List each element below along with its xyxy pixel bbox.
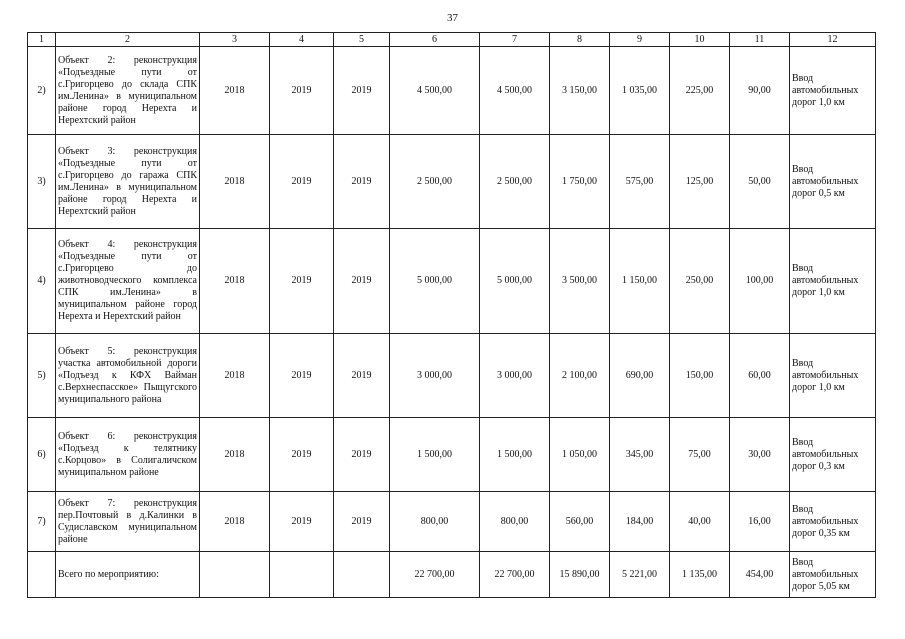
table-row bbox=[28, 334, 876, 418]
row-index: 2) bbox=[28, 47, 56, 135]
column-header: 3 bbox=[200, 33, 270, 47]
cell-col10: 75,00 bbox=[670, 418, 730, 492]
page-number: 37 bbox=[447, 12, 458, 24]
object-description: Объект 4: реконструкция «Подъездные пути от с.Григорцево до животноводческого комплекса СПК им.Ленина» в муниципальном районе город Нерехта и Нерехтский район bbox=[56, 229, 200, 334]
row-index bbox=[28, 552, 56, 598]
cell-col3: 2018 bbox=[200, 47, 270, 135]
cell-col7: 5 000,00 bbox=[480, 229, 550, 334]
column-header: 2 bbox=[56, 33, 200, 47]
cell-col10: 250,00 bbox=[670, 229, 730, 334]
cell-col7: 4 500,00 bbox=[480, 47, 550, 135]
table-row bbox=[28, 418, 876, 492]
cell-col4: 2019 bbox=[270, 47, 334, 135]
cell-result: Ввод автомобильных дорог 0,3 км bbox=[790, 418, 876, 492]
cell-col6: 1 500,00 bbox=[390, 418, 480, 492]
column-header: 6 bbox=[390, 33, 480, 47]
column-header: 10 bbox=[670, 33, 730, 47]
total-result: Ввод автомобильных дорог 5,05 км bbox=[790, 552, 876, 598]
cell-col5: 2019 bbox=[334, 334, 390, 418]
cell-col9: 575,00 bbox=[610, 135, 670, 229]
cell-col4: 2019 bbox=[270, 334, 334, 418]
object-description: Объект 2: реконструкция «Подъездные пути от с.Григорцево до склада СПК им.Ленина» в муниципальном районе город Нерехта и Нерехтский район bbox=[56, 47, 200, 135]
object-description: Объект 6: реконструкция «Подъезд к телятнику с.Корцово» в Солигаличском муниципальном районе bbox=[56, 418, 200, 492]
column-header: 7 bbox=[480, 33, 550, 47]
total-col7: 22 700,00 bbox=[480, 552, 550, 598]
row-index: 7) bbox=[28, 492, 56, 552]
cell-col9: 1 150,00 bbox=[610, 229, 670, 334]
cell-col3: 2018 bbox=[200, 135, 270, 229]
cell-col11: 100,00 bbox=[730, 229, 790, 334]
cell-col11: 30,00 bbox=[730, 418, 790, 492]
cell-col5: 2019 bbox=[334, 229, 390, 334]
cell-result: Ввод автомобильных дорог 0,35 км bbox=[790, 492, 876, 552]
cell-col8: 2 100,00 bbox=[550, 334, 610, 418]
cell-result: Ввод автомобильных дорог 1,0 км bbox=[790, 47, 876, 135]
column-header: 12 bbox=[790, 33, 876, 47]
cell-col6: 3 000,00 bbox=[390, 334, 480, 418]
cell-col8: 560,00 bbox=[550, 492, 610, 552]
table-row bbox=[28, 492, 876, 552]
total-col10: 1 135,00 bbox=[670, 552, 730, 598]
cell-col7: 3 000,00 bbox=[480, 334, 550, 418]
total-row bbox=[28, 552, 876, 598]
cell-col11: 60,00 bbox=[730, 334, 790, 418]
column-header: 5 bbox=[334, 33, 390, 47]
cell-col7: 800,00 bbox=[480, 492, 550, 552]
cell-col3 bbox=[200, 552, 270, 598]
object-description: Объект 5: реконструкция участка автомобильной дороги «Подъезд к КФХ Вайман с.Верхнеспасское» Пыщугского муниципального района bbox=[56, 334, 200, 418]
row-index: 5) bbox=[28, 334, 56, 418]
table-row bbox=[28, 47, 876, 135]
cell-col8: 1 050,00 bbox=[550, 418, 610, 492]
cell-result: Ввод автомобильных дорог 1,0 км bbox=[790, 334, 876, 418]
cell-col9: 690,00 bbox=[610, 334, 670, 418]
cell-result: Ввод автомобильных дорог 0,5 км bbox=[790, 135, 876, 229]
cell-col8: 3 150,00 bbox=[550, 47, 610, 135]
cell-col5: 2019 bbox=[334, 492, 390, 552]
cell-col11: 50,00 bbox=[730, 135, 790, 229]
table-row bbox=[28, 135, 876, 229]
row-index: 3) bbox=[28, 135, 56, 229]
column-header: 1 bbox=[28, 33, 56, 47]
cell-col6: 800,00 bbox=[390, 492, 480, 552]
cell-col5: 2019 bbox=[334, 418, 390, 492]
header-row bbox=[28, 33, 876, 47]
cell-col10: 125,00 bbox=[670, 135, 730, 229]
cell-col10: 150,00 bbox=[670, 334, 730, 418]
cell-col11: 16,00 bbox=[730, 492, 790, 552]
cell-result: Ввод автомобильных дорог 1,0 км bbox=[790, 229, 876, 334]
cell-col8: 3 500,00 bbox=[550, 229, 610, 334]
cell-col10: 40,00 bbox=[670, 492, 730, 552]
cell-col3: 2018 bbox=[200, 229, 270, 334]
cell-col8: 1 750,00 bbox=[550, 135, 610, 229]
cell-col3: 2018 bbox=[200, 418, 270, 492]
total-col6: 22 700,00 bbox=[390, 552, 480, 598]
cell-col11: 90,00 bbox=[730, 47, 790, 135]
column-header: 4 bbox=[270, 33, 334, 47]
cell-col6: 5 000,00 bbox=[390, 229, 480, 334]
cell-col9: 345,00 bbox=[610, 418, 670, 492]
cell-col7: 1 500,00 bbox=[480, 418, 550, 492]
cell-col4: 2019 bbox=[270, 418, 334, 492]
cell-col5: 2019 bbox=[334, 47, 390, 135]
cell-col10: 225,00 bbox=[670, 47, 730, 135]
column-header: 8 bbox=[550, 33, 610, 47]
budget-table bbox=[27, 32, 876, 598]
total-label: Всего по мероприятию: bbox=[56, 552, 200, 598]
cell-col4: 2019 bbox=[270, 135, 334, 229]
row-index: 6) bbox=[28, 418, 56, 492]
cell-col9: 184,00 bbox=[610, 492, 670, 552]
cell-col7: 2 500,00 bbox=[480, 135, 550, 229]
cell-col4: 2019 bbox=[270, 229, 334, 334]
total-col11: 454,00 bbox=[730, 552, 790, 598]
column-header: 11 bbox=[730, 33, 790, 47]
object-description: Объект 7: реконструкция пер.Почтовый в д.Калинки в Судиславском муниципальном районе bbox=[56, 492, 200, 552]
table-row bbox=[28, 229, 876, 334]
cell-col3: 2018 bbox=[200, 334, 270, 418]
cell-col6: 4 500,00 bbox=[390, 47, 480, 135]
cell-col4: 2019 bbox=[270, 492, 334, 552]
total-col9: 5 221,00 bbox=[610, 552, 670, 598]
total-col8: 15 890,00 bbox=[550, 552, 610, 598]
object-description: Объект 3: реконструкция «Подъездные пути от с.Григорцево до гаража СПК им.Ленина» в муниципальном районе город Нерехта и Нерехтский район bbox=[56, 135, 200, 229]
cell-col9: 1 035,00 bbox=[610, 47, 670, 135]
cell-col3: 2018 bbox=[200, 492, 270, 552]
column-header: 9 bbox=[610, 33, 670, 47]
cell-col5: 2019 bbox=[334, 135, 390, 229]
cell-col6: 2 500,00 bbox=[390, 135, 480, 229]
row-index: 4) bbox=[28, 229, 56, 334]
cell-col4 bbox=[270, 552, 334, 598]
cell-col5 bbox=[334, 552, 390, 598]
